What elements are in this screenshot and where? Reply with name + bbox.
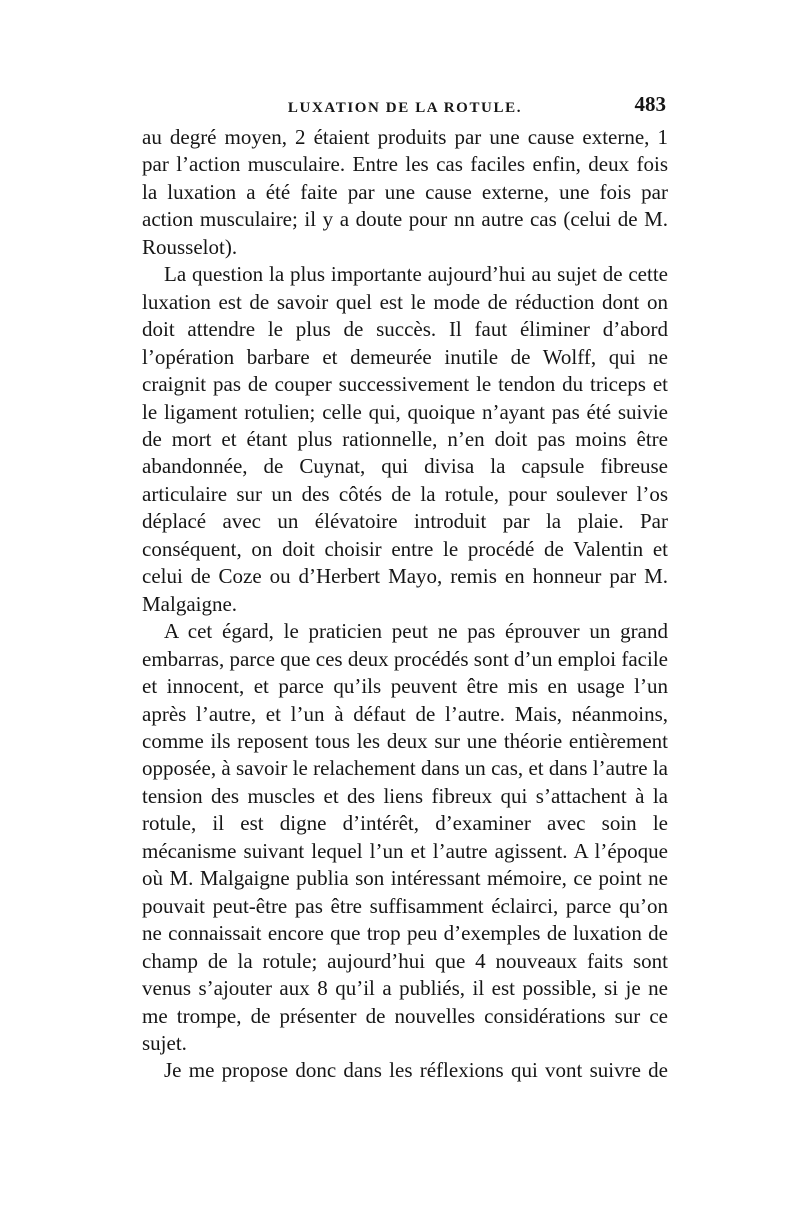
paragraph-choice-of-method: A cet égard, le praticien peut ne pas éprouver un grand embarras, parce que ces deux procédés sont d’un emploi facile et innocent, et parce qu’ils peuvent être mis en usage l’un après l’autre, et l’un à défaut de l’autre. Mais, néanmoins, comme ils reposent tous les deux sur une théorie entièrement opposée, à savoir le relachement dans un cas, et dans l’autre la tension des muscles et des liens fibreux qui s’attachent à la rotule, il est digne d’intérêt, d’examiner avec soin le mécanisme suivant lequel l’un et l’autre agissent. A l’époque où M. Malgaigne publia son intéressant mémoire, ce point ne pouvait peut-être pas être suffisamment éclairci, parce qu’on ne connaissait encore que trop peu d’exemples de luxation de champ de la rotule; aujourd’hui que 4 nouveaux faits sont venus s’ajouter aux 8 qu’il a publiés, il est possible, si je ne me trompe, de présenter de nouvelles considérations sur ce sujet. bbox=[142, 619, 668, 1055]
running-title: LUXATION DE LA ROTULE. bbox=[287, 100, 523, 116]
page-number: 483 bbox=[634, 92, 666, 116]
paragraph-proposal: Je me propose donc dans les réflexions qui vont suivre de bbox=[164, 1058, 668, 1083]
page-body bbox=[142, 124, 668, 1085]
paragraph-reduction-question: La question la plus importante aujourd’hui au sujet de cette luxation est de savoir quel est le mode de réduction dont on doit attendre le plus de succès. Il faut éliminer d’abord l’opération barbare et demeurée inutile de Wolff, qui ne craignit pas de couper successivement le tendon du triceps et le ligament rotulien; celle qui, quoique n’ayant pas été suivie de mort et étant plus rationnelle, n’en doit pas moins être abandonnée, de Cuynat, qui divisa la capsule fibreuse articulaire sur un des côtés de la rotule, pour soulever l’os déplacé avec un élévatoire introduit par la plaie. Par conséquent, on doit choisir entre le procédé de Valentin et celui de Coze ou d’Herbert Mayo, remis en honneur par M. Malgaigne. bbox=[142, 262, 668, 616]
paragraph-continuation: au degré moyen, 2 étaient produits par une cause externe, 1 par l’action musculaire. Entre les cas faciles enfin, deux fois la luxation a été faite par une cause externe, une fois par action musculaire; il y a doute pour nn autre cas (celui de M. Rousselot). bbox=[142, 125, 668, 259]
